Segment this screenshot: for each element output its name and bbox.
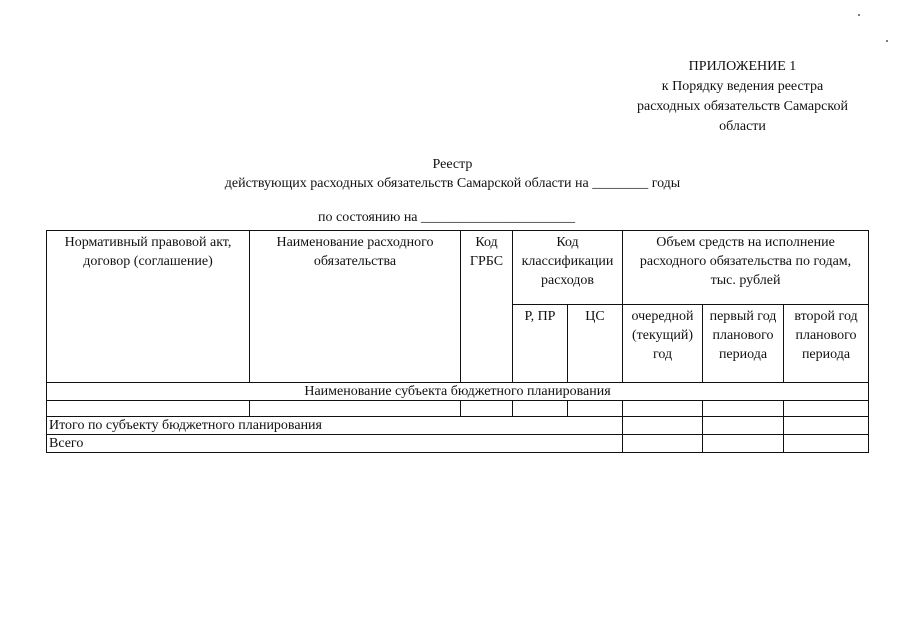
total-row [47,435,869,453]
cell-empty [47,401,250,417]
section-row-label: Наименование субъекта бюджетного планирования [47,383,869,401]
section-row [47,383,869,401]
cell-empty [513,401,568,417]
as-of-date-line: по состоянию на ______________________ [318,210,576,225]
cell-empty [784,417,869,435]
cell-empty [784,401,869,417]
appendix-block [610,57,875,137]
cell-empty [568,401,623,417]
header-grbs-code: Код ГРБС [461,231,513,383]
document-title: Реестр [432,157,473,172]
register-table [46,230,869,453]
document-subtitle: действующих расходных обязательств Самарской области на ________ годы [224,176,681,191]
subtotal-row [47,417,869,435]
header-planning-year-2: второй год планового периода [784,305,869,383]
cell-empty [623,417,703,435]
cell-empty [784,435,869,453]
scan-speck [858,14,860,16]
header-funding-volume: Объем средств на исполнение расходного обязательства по годам, тыс. рублей [623,231,869,305]
appendix-line-2: к Порядку ведения реестра [661,79,824,94]
header-planning-year-1: первый год планового периода [703,305,784,383]
header-legal-act: Нормативный правовой акт, договор (соглашение) [47,231,250,383]
header-row-1 [47,231,869,305]
scan-speck [886,40,888,42]
cell-empty [623,401,703,417]
header-rpr: Р, ПР [513,305,568,383]
cell-empty [703,435,784,453]
appendix-line-3: расходных обязательств Самарской [637,99,848,114]
appendix-line-4: области [719,119,766,134]
total-label: Всего [47,435,623,453]
cell-empty [250,401,461,417]
subtotal-label: Итого по субъекту бюджетного планирования [47,417,623,435]
cell-empty [703,417,784,435]
header-cs: ЦС [568,305,623,383]
header-obligation-name: Наименование расходного обязательства [250,231,461,383]
appendix-title: ПРИЛОЖЕНИЕ 1 [688,59,797,74]
cell-empty [623,435,703,453]
data-row-empty [47,401,869,417]
header-current-year: очередной (текущий) год [623,305,703,383]
header-classification-code: Код классификации расходов [513,231,623,305]
cell-empty [461,401,513,417]
cell-empty [703,401,784,417]
